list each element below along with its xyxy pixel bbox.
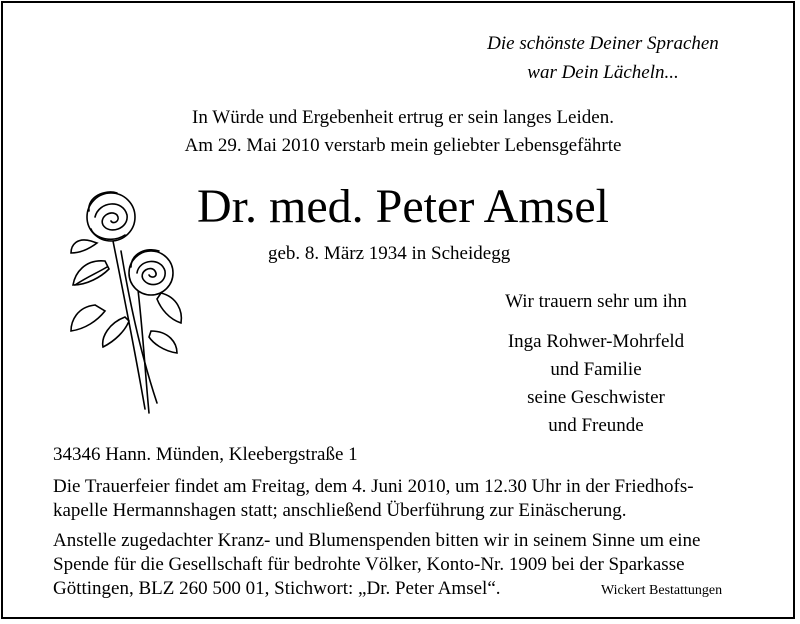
donation-line-1: Anstelle zugedachter Kranz- und Blumenspenden bitten wir in seinem Sinne um eine [53, 530, 701, 551]
birth-info: geb. 8. März 1934 in Scheidegg [268, 243, 511, 264]
mourner-name: seine Geschwister [527, 387, 665, 408]
funeral-line-2: kapelle Hermannshagen statt; anschließend Überführung zur Einäscherung. [53, 500, 627, 521]
mourning-heading: Wir trauern sehr um ihn [505, 291, 687, 312]
donation-line-2: Spende für die Gesellschaft für bedrohte Völker, Konto-Nr. 1909 bei der Sparkasse [53, 554, 685, 575]
address: 34346 Hann. Münden, Kleebergstraße 1 [53, 444, 358, 465]
funeral-line-1: Die Trauerfeier findet am Freitag, dem 4. Juni 2010, um 12.30 Uhr in der Friedhofs- [53, 476, 694, 497]
mourner-name: und Freunde [548, 415, 644, 436]
quote-line-2: war Dein Lächeln... [527, 62, 679, 83]
deceased-name: Dr. med. Peter Amsel [197, 180, 609, 233]
intro-line-2: Am 29. Mai 2010 verstarb mein geliebter Lebensgefährte [184, 135, 622, 156]
obituary-notice [1, 1, 795, 619]
quote-line-1: Die schönste Deiner Sprachen [487, 33, 719, 54]
mourner-name: und Familie [550, 359, 642, 380]
donation-line-3: Göttingen, BLZ 260 500 01, Stichwort: „Dr. Peter Amsel“. [53, 578, 501, 599]
intro-line-1: In Würde und Ergebenheit ertrug er sein langes Leiden. [192, 107, 614, 128]
undertaker-name: Wickert Bestattungen [601, 583, 723, 598]
mourner-name: Inga Rohwer-Mohrfeld [507, 331, 685, 352]
